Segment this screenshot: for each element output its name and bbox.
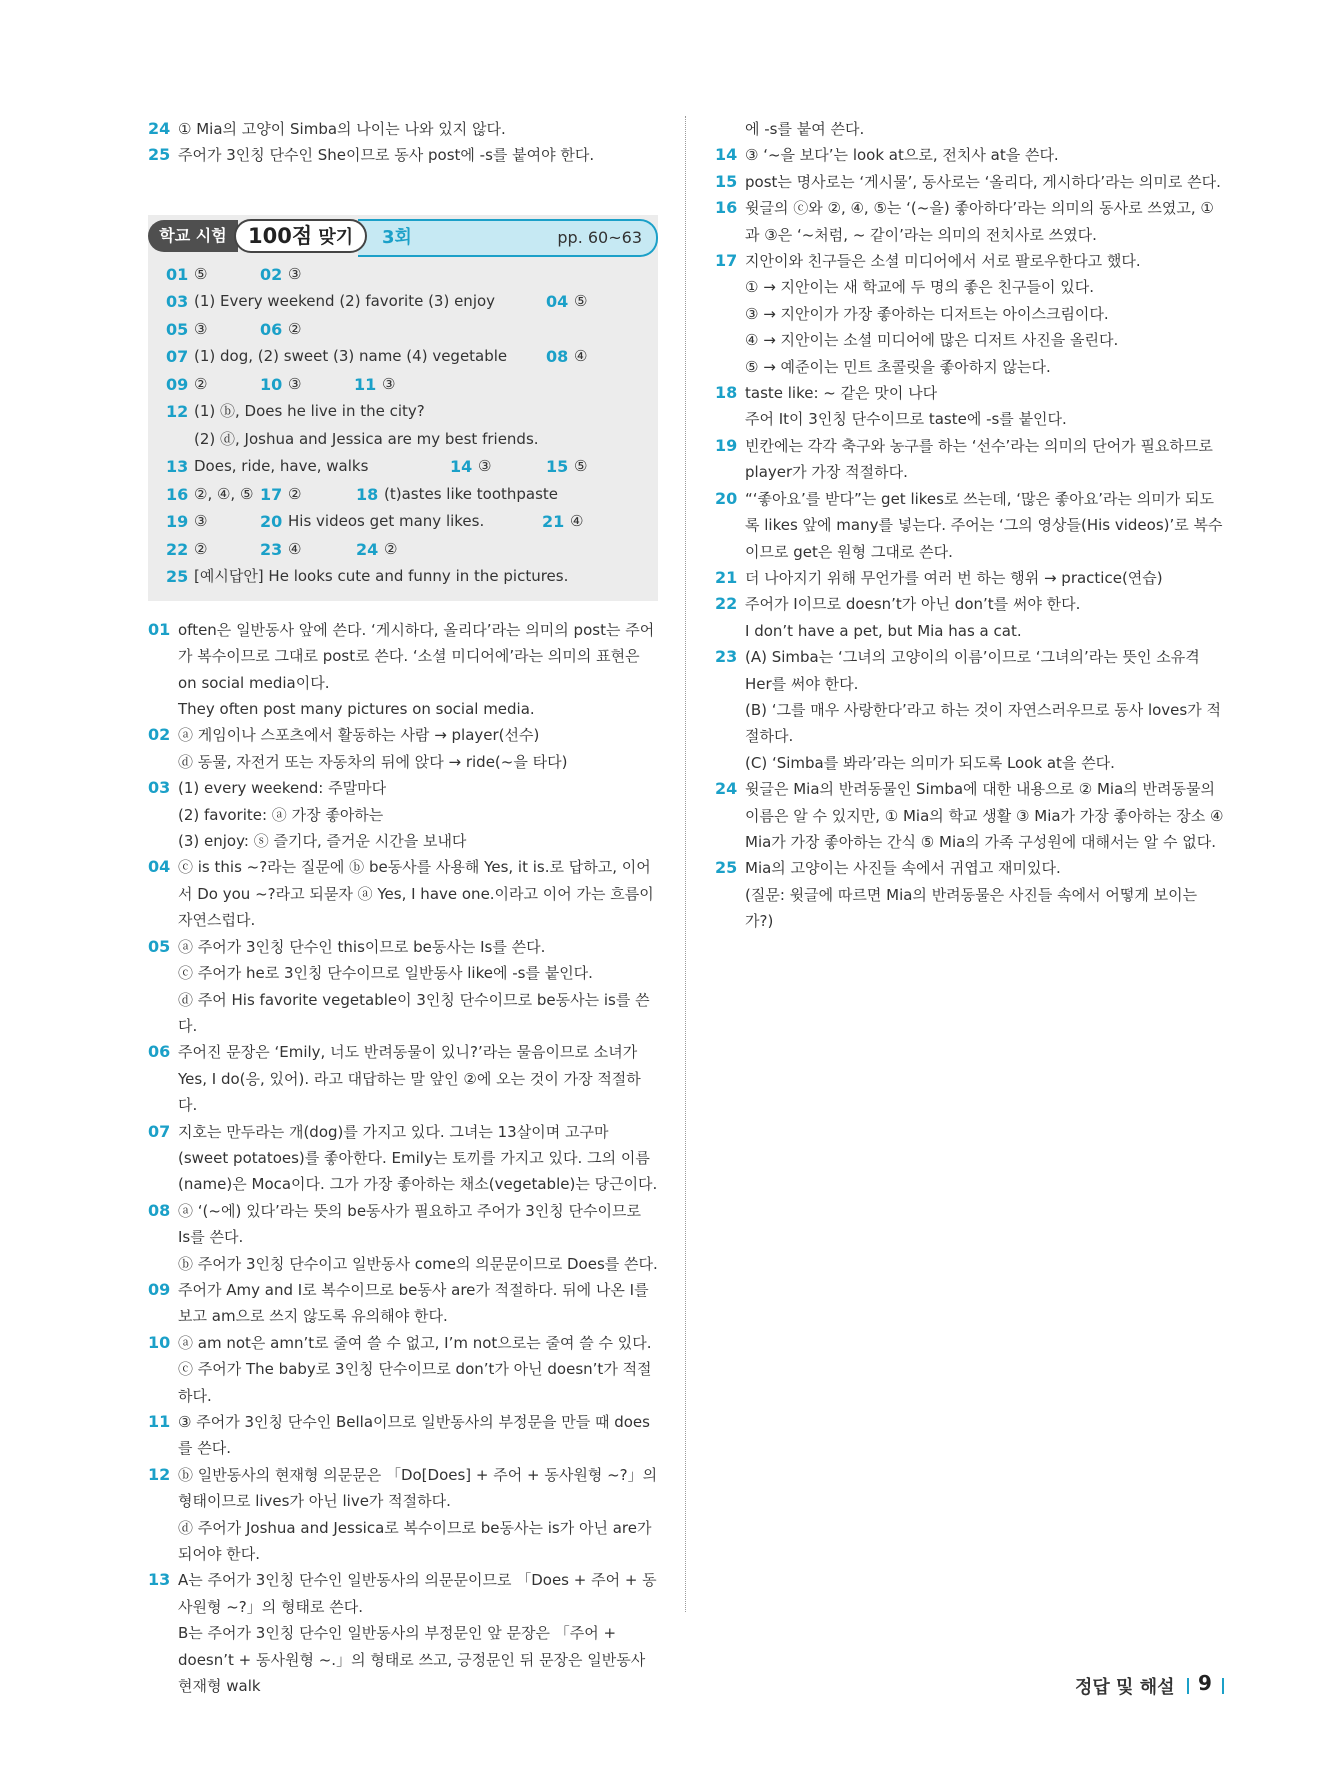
item-line: (3) enjoy: ⓢ 즐기다, 즐거운 시간을 보내다 xyxy=(178,832,467,851)
item-line: ④ → 지안이는 소셜 미디어에 많은 디저트 사진을 올린다. xyxy=(745,331,1119,350)
answer-value: ④ xyxy=(570,512,584,531)
item-text: ① Mia의 고양이 Simba의 나이는 나와 있지 않다. xyxy=(178,120,506,138)
answer-number: 16 xyxy=(166,484,189,504)
top-items xyxy=(148,116,658,169)
item-line: 주어가 I이므로 doesn’t가 아닌 don’t를 써야 한다. xyxy=(745,595,1081,614)
item-number: 19 xyxy=(715,435,738,455)
right-column xyxy=(715,116,1225,935)
item-text: 에 -s를 붙여 쓴다. xyxy=(745,120,865,138)
item-line: ⓑ 일반동사의 현재형 의문문은 「Do[Does] + 주어 + 동사원형 ~?」의 형태이므로 lives가 아닌 live가 적절하다. xyxy=(178,1465,658,1511)
left-column xyxy=(148,116,658,1699)
footer-label: 정답 및 해설 xyxy=(1075,1677,1175,1698)
answer-number: 02 xyxy=(260,264,283,284)
item-number: 08 xyxy=(148,1200,171,1220)
answer-value: ④ xyxy=(288,539,302,558)
list-item xyxy=(148,1119,658,1198)
answer-value: ⑤ xyxy=(194,264,208,283)
item-line: “‘좋아요’를 받다”는 get likes로 쓰는데, ‘많은 좋아요’라는 의미가 되도록 likes 앞에 many를 넣는다. 주어는 ‘그의 영상들(His videos)’로 복수이므로 get은 원형 그대로 쓴다. xyxy=(745,489,1223,561)
answer-row xyxy=(148,288,658,316)
answer-number: 05 xyxy=(166,319,189,339)
item-number: 06 xyxy=(148,1042,171,1062)
answer-row xyxy=(148,371,658,399)
list-item xyxy=(715,169,1225,195)
list-item xyxy=(715,855,1225,934)
answer-number: 01 xyxy=(166,264,189,284)
item-number: 14 xyxy=(715,145,738,165)
list-item xyxy=(148,1039,658,1118)
footer-divider xyxy=(1222,1678,1224,1694)
list-item xyxy=(715,486,1225,565)
answer-row xyxy=(148,398,658,426)
item-line: ⓐ am not은 amn’t로 줄여 쓸 수 없고, I’m not으로는 줄여 쓸 수 있다. xyxy=(178,1333,652,1352)
answer-number: 22 xyxy=(166,539,189,559)
item-line: ⓐ 게임이나 스포츠에서 활동하는 사람 → player(선수) xyxy=(178,726,540,745)
list-item xyxy=(148,116,658,142)
item-line: often은 일반동사 앞에 쓴다. ‘게시하다, 올리다’라는 의미의 post는 주어가 복수이므로 그대로 post로 쓴다. ‘소셜 미디어에’라는 의미의 표현은 on social media이다. xyxy=(178,620,655,692)
item-number: 16 xyxy=(715,198,738,218)
answer-number: 18 xyxy=(356,484,379,504)
answer-number: 06 xyxy=(260,319,283,339)
item-number: 04 xyxy=(148,857,171,877)
list-item xyxy=(148,1462,658,1568)
answer-number: 23 xyxy=(260,539,283,559)
answer-row xyxy=(148,563,658,591)
item-line: ⓒ 주어가 he로 3인칭 단수이므로 일반동사 like에 -s를 붙인다. xyxy=(178,964,593,983)
item-line: taste like: ~ 같은 맛이 나다 xyxy=(745,384,938,403)
answer-value: His videos get many likes. xyxy=(288,512,485,531)
item-line: 주어가 Amy and I로 복수이므로 be동사 are가 적절하다. 뒤에 나온 I를 보고 am으로 쓰지 않도록 유의해야 한다. xyxy=(178,1280,649,1326)
list-item xyxy=(148,142,658,168)
item-line: ⓐ ‘(~에) 있다’라는 뜻의 be동사가 필요하고 주어가 3인칭 단수이므로 Is를 쓴다. xyxy=(178,1201,642,1247)
answer-row xyxy=(148,261,658,289)
list-item xyxy=(715,248,1225,380)
answer-row xyxy=(148,481,658,509)
item-line: 지안이와 친구들은 소셜 미디어에서 서로 팔로우한다고 했다. xyxy=(745,252,1141,271)
list-item xyxy=(715,433,1225,486)
answer-value: ③ xyxy=(382,374,396,393)
item-number: 11 xyxy=(148,1412,171,1431)
answer-number: 04 xyxy=(546,292,569,312)
round-tag xyxy=(358,219,658,257)
item-number: 03 xyxy=(148,778,171,798)
item-number: 15 xyxy=(715,171,738,191)
answer-value: (2) ⓓ, Joshua and Jessica are my best friends. xyxy=(194,429,539,448)
list-item xyxy=(148,775,658,854)
item-line: ⑤ → 예준이는 민트 초콜릿을 좋아하지 않는다. xyxy=(745,357,1051,376)
answer-value: ③ xyxy=(478,457,492,476)
item-line: ⓓ 동물, 자전거 또는 자동차의 뒤에 앉다 → ride(~을 타다) xyxy=(178,752,568,771)
item-line: They often post many pictures on social media. xyxy=(178,700,535,719)
item-line: ③ 주어가 3인칭 단수인 Bella이므로 일반동사의 부정문을 만들 때 does를 쓴다. xyxy=(178,1413,650,1458)
answer-row xyxy=(148,426,658,454)
answer-value: ④ xyxy=(574,347,588,366)
item-line: ⓒ is this ~?라는 질문에 ⓑ be동사를 사용해 Yes, it is.로 답하고, 이어서 Do you ~?라고 되묻자 ⓐ Yes, I have one.이라고 이어 가는 흐름이 자연스럽다. xyxy=(178,858,654,930)
list-item xyxy=(148,1567,658,1699)
answer-number: 12 xyxy=(166,402,189,422)
answer-number: 25 xyxy=(166,567,189,587)
list-item xyxy=(148,722,658,775)
answer-number: 17 xyxy=(260,484,283,504)
answer-number: 21 xyxy=(542,512,565,532)
item-text: 주어가 3인칭 단수인 She이므로 동사 post에 -s를 붙여야 한다. xyxy=(178,146,595,165)
score-number: 100점 xyxy=(248,223,313,248)
list-item xyxy=(148,1330,658,1409)
item-line: ① → 지안이는 새 학교에 두 명의 좋은 친구들이 있다. xyxy=(745,278,1095,297)
list-item xyxy=(715,644,1225,776)
list-item xyxy=(715,591,1225,644)
item-line: ⓒ 주어가 The baby로 3인칭 단수이므로 don’t가 아닌 doesn’t가 적절하다. xyxy=(178,1360,652,1405)
answer-value: (1) ⓑ, Does he live in the city? xyxy=(194,402,425,421)
answer-value: ② xyxy=(288,484,302,503)
answer-number: 14 xyxy=(450,457,473,477)
item-line: (질문: 윗글에 따르면 Mia의 반려동물은 사진들 속에서 어떻게 보이는가?) xyxy=(745,885,1198,931)
item-number: 01 xyxy=(148,619,171,639)
item-line: ③ → 지안이가 가장 좋아하는 디저트는 아이스크림이다. xyxy=(745,304,1109,323)
answer-value: (1) Every weekend (2) favorite (3) enjoy xyxy=(194,292,496,311)
list-item xyxy=(715,380,1225,433)
item-line: Mia의 고양이는 사진들 속에서 귀엽고 재미있다. xyxy=(745,859,1061,878)
item-line: (C) ‘Simba를 봐라’라는 의미가 되도록 Look at을 쓴다. xyxy=(745,753,1115,772)
item-number: 24 xyxy=(148,119,171,138)
item-number: 17 xyxy=(715,251,738,271)
page-range: pp. 60~63 xyxy=(557,227,642,247)
answer-row xyxy=(148,453,658,481)
item-line: 주어 It이 3인칭 단수이므로 taste에 -s를 붙인다. xyxy=(745,410,1067,429)
item-number: 02 xyxy=(148,725,171,745)
answer-number: 09 xyxy=(166,374,189,394)
item-number: 21 xyxy=(715,567,738,587)
item-line: ⓐ 주어가 3인칭 단수인 this이므로 be동사는 Is를 쓴다. xyxy=(178,937,546,956)
answer-number: 08 xyxy=(546,347,569,367)
item-line: ⓓ 주어가 Joshua and Jessica로 복수이므로 be동사는 is가 아닌 are가 되어야 한다. xyxy=(178,1518,652,1564)
list-item xyxy=(715,565,1225,591)
answer-number: 07 xyxy=(166,347,189,367)
list-item xyxy=(148,1409,658,1462)
item-number: 10 xyxy=(148,1332,171,1352)
answer-number: 20 xyxy=(260,512,283,532)
round-label: 3회 xyxy=(382,226,412,248)
answer-number: 15 xyxy=(546,457,569,477)
answer-number: 24 xyxy=(356,539,379,559)
answer-value: ③ xyxy=(194,319,208,338)
item-line: 윗글은 Mia의 반려동물인 Simba에 대한 내용으로 ② Mia의 반려동물의 이름은 알 수 있지만, ① Mia의 학교 생활 ③ Mia가 가장 좋아하는 장소 ④ Mia가 가장 좋아하는 간식 ⑤ Mia의 가족 구성원에 대해서는 알 수 없다. xyxy=(745,780,1224,851)
item-line: (B) ‘그를 매우 사랑한다’라고 하는 것이 자연스러우므로 동사 loves가 적절하다. xyxy=(745,700,1221,746)
explanation-list-right xyxy=(715,142,1225,934)
item-number: 20 xyxy=(715,488,738,508)
answer-value: (1) dog, (2) sweet (3) name (4) vegetable xyxy=(194,347,508,366)
answer-value: [예시답안] He looks cute and funny in the pictures. xyxy=(194,567,569,586)
list-item xyxy=(148,1277,658,1330)
item-number: 13 xyxy=(148,1570,171,1590)
answer-row xyxy=(148,536,658,564)
item-number: 18 xyxy=(715,383,738,403)
item-line: (1) every weekend: 주말마다 xyxy=(178,779,387,798)
list-item xyxy=(715,195,1225,248)
answer-number: 03 xyxy=(166,292,189,312)
item-line: (A) Simba는 ‘그녀의 고양이의 이름’이므로 ‘그녀의’라는 뜻인 소유격 Her를 써야 한다. xyxy=(745,648,1200,693)
list-item xyxy=(148,617,658,723)
answer-value: ⑤ xyxy=(574,292,588,311)
answer-value: ②, ④, ⑤ xyxy=(194,484,254,503)
answer-number: 11 xyxy=(354,374,377,394)
item-number: 12 xyxy=(148,1464,171,1484)
item-line: (2) favorite: ⓐ 가장 좋아하는 xyxy=(178,805,384,824)
answer-number: 13 xyxy=(166,457,189,477)
item-number: 25 xyxy=(148,145,171,165)
list-item-continuation xyxy=(715,116,1225,142)
score-tag xyxy=(234,219,367,253)
answer-value: Does, ride, have, walks xyxy=(194,457,369,476)
answer-value: (t)astes like toothpaste xyxy=(384,484,559,503)
answer-value: ② xyxy=(288,319,302,338)
item-line: 윗글의 ⓒ와 ②, ④, ⑤는 ‘(~을) 좋아하다’라는 의미의 동사로 쓰였고, ①과 ③은 ‘~처럼, ~ 같이’라는 의미의 전치사로 쓰였다. xyxy=(745,199,1214,244)
item-number: 07 xyxy=(148,1121,171,1141)
list-item xyxy=(715,776,1225,855)
answer-value: ② xyxy=(194,374,208,393)
answer-number: 10 xyxy=(260,374,283,394)
footer-divider xyxy=(1187,1678,1189,1694)
page-number: 9 xyxy=(1198,1671,1212,1695)
answer-value: ③ xyxy=(288,264,302,283)
item-line: B는 주어가 3인칭 단수인 일반동사의 부정문인 앞 문장은 「주어 + doesn’t + 동사원형 ~.」의 형태로 쓰고, 긍정문인 뒤 문장은 일반동사 현재형 walk xyxy=(178,1624,646,1696)
item-line: I don’t have a pet, but Mia has a cat. xyxy=(745,621,1022,640)
list-item xyxy=(148,854,658,933)
score-word: 맞기 xyxy=(312,226,354,248)
box-header xyxy=(148,219,658,257)
item-line: 더 나아지기 위해 무언가를 여러 번 하는 행위 → practice(연습) xyxy=(745,568,1163,587)
item-number: 25 xyxy=(715,858,738,878)
answer-value: ③ xyxy=(194,512,208,531)
list-item xyxy=(148,934,658,1040)
item-number: 09 xyxy=(148,1279,171,1299)
explanation-list-left xyxy=(148,617,658,1700)
list-item xyxy=(715,142,1225,168)
item-line: ③ ‘~을 보다’는 look at으로, 전치사 at을 쓴다. xyxy=(745,146,1059,165)
item-number: 05 xyxy=(148,936,171,956)
item-line: 지호는 만두라는 개(dog)를 가지고 있다. 그녀는 13살이며 고구마(sweet potatoes)를 좋아한다. Emily는 토끼를 가지고 있다. 그의 이름(name)은 Moca이다. 그가 가장 좋아하는 채소(vegetable)는 당근이다. xyxy=(178,1122,658,1194)
answer-value: ② xyxy=(384,539,398,558)
item-number: 24 xyxy=(715,779,738,799)
answer-row xyxy=(148,316,658,344)
column-divider xyxy=(685,116,686,1612)
item-line: ⓑ 주어가 3인칭 단수이고 일반동사 come의 의문문이므로 Does를 쓴다. xyxy=(178,1254,658,1273)
item-line: 주어진 문장은 ‘Emily, 너도 반려동물이 있니?’라는 물음이므로 소녀가 Yes, I do(응, 있어). 라고 대답하는 말 앞인 ②에 오는 것이 가장 적절하다. xyxy=(178,1043,641,1115)
item-number: 22 xyxy=(715,594,738,614)
answer-number: 19 xyxy=(166,512,189,532)
item-line: A는 주어가 3인칭 단수인 일반동사의 의문문이므로 「Does + 주어 + 동사원형 ~?」의 형태로 쓴다. xyxy=(178,1571,657,1616)
answer-row xyxy=(148,508,658,536)
answer-row xyxy=(148,343,658,371)
answer-value: ⑤ xyxy=(574,457,588,476)
answer-value: ③ xyxy=(288,374,302,393)
answer-value: ② xyxy=(194,539,208,558)
item-number: 23 xyxy=(715,647,738,667)
item-line: post는 명사로는 ‘게시물’, 동사로는 ‘올리다, 게시하다’라는 의미로 쓴다. xyxy=(745,172,1221,191)
school-test-tag: 학교 시험 xyxy=(148,220,238,252)
item-line: ⓓ 주어 His favorite vegetable이 3인칭 단수이므로 be동사는 is를 쓴다. xyxy=(178,990,650,1035)
item-line: 빈칸에는 각각 축구와 농구를 하는 ‘선수’라는 의미의 단어가 필요하므로 player가 가장 적절하다. xyxy=(745,436,1213,482)
answer-box xyxy=(148,215,658,601)
list-item xyxy=(148,1198,658,1277)
